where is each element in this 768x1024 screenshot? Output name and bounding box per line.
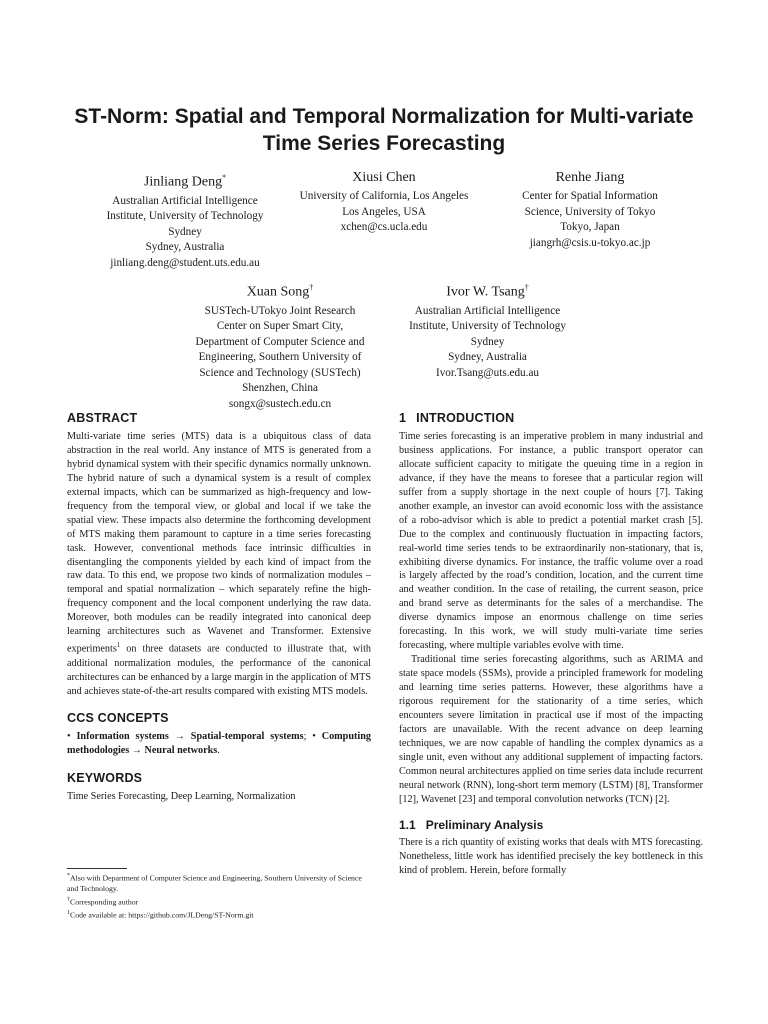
author-location: Shenzhen, China [242,382,318,395]
author-email: xchen@cs.ucla.edu [340,221,428,233]
author-email: jinliang.deng@student.uts.edu.au [110,256,260,269]
author-email: Ivor.Tsang@uts.edu.au [435,366,540,379]
author-block-chen [274,168,494,236]
author-location: Tokyo, Japan [560,221,620,233]
author-name: Ivor W. Tsang† [446,283,529,300]
author-block-deng [85,168,285,271]
author-name: Xiusi Chen [352,170,416,185]
author-affiliation-line: Center for Spatial Information [522,190,658,202]
author-affiliation-line: Australian Artificial Intelligence [112,194,258,207]
author-location: Sydney, Australia [448,351,527,364]
ccs-text: • Information systems → Spatial-temporal systems; • Computing methodologies → Neural networks. [67,731,371,757]
author-affiliation-line: Center on Super Smart City, [216,320,344,333]
author-affiliation-line: Sydney [168,225,202,238]
intro-heading: 1 INTRODUCTION [399,411,515,425]
paper-title-line-2: Time Series Forecasting [262,132,506,155]
paper-title [40,103,728,157]
footnote-rule [67,868,127,869]
author-name: Xuan Song† [246,283,314,300]
author-location: Los Angeles, USA [342,205,426,218]
author-affiliation-line: SUSTech-UTokyo Joint Research [204,304,356,317]
prelim-heading: 1.1 Preliminary Analysis [399,817,544,832]
author-affiliation-line: Institute, University of Technology [106,210,264,223]
intro-paragraph: Time series forecasting is an imperative problem in many industrial and business applications. For instance, a public transport operator can allocate sufficient capacity to mitigate the queuing time in a region in advance, if they have the means to foresee that a particular region will suffer from a supply shortage in the next couple of hours [7]. Taking another example, an investor can avoid economic loss with the assistance of a robo-advisor which is able to predict a potential market crash [5]. Due to the complex and continuously fluctuation in impacting factors, real-world time series tends to be extraordinarily non-stationary, that is, exhibiting diverse dynamics. For instance, the traffic volume over a road is largely affected by the road’s condition, location, and the current time and weather condition. In the case of retailing, the current season, price and brand serve as determinants for the sales of a merchandise. The diverse dynamics impose an enormous challenge on time series forecasting. In this work, we will study multi-variate time series forecasting, where multiple variables evolve with time. [399,430,703,652]
abstract-text: Multi-variate time series (MTS) data is a ubiquitous class of data abstraction in the real world. Any instance of MTS is generated from a hybrid dynamical system with their specific dynamics normally unknown. The hybrid nature of such a dynamical system is a result of complex external impacts, which can be summarized as high-frequency and low-frequency from the temporal view, or global and local if we take the spatial view. These impacts also determine the forthcoming development of MTS making them paramount to capture in a time series forecasting task. However, conventional methods face intrinsic difficulties in disentangling the components yielded by each kind of impact from the raw data. To this end, we propose two kinds of normalization modules – temporal and spatial normalization – which separately refine the high-frequency component and the local component underlying the raw data. Moreover, both modules can be readily integrated into canonical deep learning architectures such as Wavenet and Transformer. Extensive experiments$^1$ on three datasets are conducted to illustrate that, with additional normalization modules, the performance of the canonical architectures can be enhanced by a large margin in the application of MTS and achieves state-of-the-art results compared with existing MTS models. [67,430,371,697]
footnote: *Also with Department of Computer Science and Engineering, Southern University of Science and Technology. [67,873,362,894]
prelim-paragraph: There is a rich quantity of existing works that deals with MTS forecasting. Nonetheless, little work has identified precisely the key bottleneck in this kind of problem. Herein, before formally [399,836,703,876]
author-affiliation-line: Australian Artificial Intelligence [414,304,561,317]
abstract-heading: ABSTRACT [67,411,138,425]
footnote: †Corresponding author [67,896,139,907]
author-affiliation-line: Department of Computer Science and [195,335,365,348]
keywords-text: Time Series Forecasting, Deep Learning, Normalization [67,791,296,803]
footnote: $^1$Code available at: https://github.com/JLDeng/ST-Norm.git [67,909,254,920]
keywords-heading: KEYWORDS [67,771,143,786]
author-affiliation-line: University of California, Los Angeles [299,190,469,202]
paper-title-line-1: ST-Norm: Spatial and Temporal Normalization for Multi-variate [74,105,694,128]
author-affiliation-line: Science and Technology (SUSTech) [199,366,361,379]
ccs-heading: CCS CONCEPTS [67,711,169,726]
author-block-tsang [385,278,590,381]
author-name: Renhe Jiang [555,170,625,185]
author-affiliation-line: Sydney [470,335,505,348]
left-column [67,412,371,804]
author-email: jiangrh@csis.u-tokyo.ac.jp [529,236,651,249]
author-affiliation-line: Institute, University of Technology [409,320,566,333]
author-email: songx@sustech.edu.cn [228,397,332,410]
footnotes [67,871,371,921]
author-block-jiang [490,168,690,251]
author-affiliation-line: Engineering, Southern University of [198,351,362,364]
author-location: Sydney, Australia [145,241,225,254]
right-column [399,412,703,878]
intro-paragraph: Traditional time series forecasting algorithms, such as ARIMA and state space models (SSMs), provide a principled framework for modeling and learning time series patterns. However, these algorithms have a rigorous requirement for the stationarity of a time series, which encounters severe limitation in practical use if most of the impacting factors are unavailable. With the recent advance on deep learning techniques, we are now capable of handling the complex dynamics as a single unit, even without any additional supplement of impacting factors. Common neural architectures applied on time series data include recurrent neural network (RNN), long-short term memory (LSTM) [8], Transformer [12], Wavenet [23] and temporal convolution networks (TCN) [2]. [399,654,703,805]
author-affiliation-line: Science, University of Tokyo [524,205,656,218]
author-name: Jinliang Deng* [143,173,227,190]
author-block-song [175,278,385,412]
